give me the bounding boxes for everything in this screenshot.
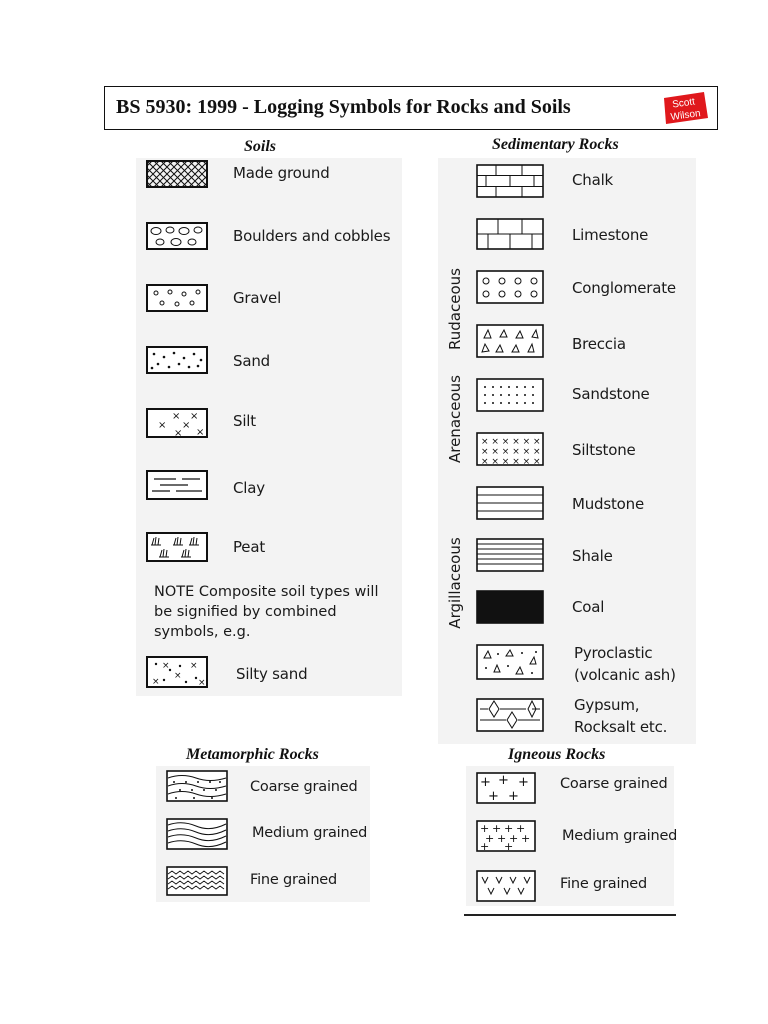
- soil-label-gravel: Gravel: [233, 289, 282, 307]
- silt-symbol: [146, 408, 208, 438]
- breccia-symbol: [476, 324, 544, 358]
- sed-label-breccia: Breccia: [572, 335, 626, 353]
- sed-label-sandstone: Sandstone: [572, 385, 650, 403]
- svg-text:+: +: [480, 840, 490, 852]
- svg-text:+: +: [492, 822, 502, 835]
- igneous-label-coarse: Coarse grained: [560, 776, 668, 792]
- scott-wilson-logo: [660, 90, 710, 126]
- sed-label-shale: Shale: [572, 547, 613, 565]
- svg-text:×: ×: [162, 661, 170, 671]
- svg-text:× × × × × ×: × × × × × ×: [481, 457, 541, 466]
- svg-text:× × × × × ×: × × × × × ×: [481, 447, 541, 457]
- metamorphic-heading: Metamorphic Rocks: [186, 746, 319, 763]
- meta-label-coarse: Coarse grained: [250, 779, 358, 795]
- svg-text:×: ×: [158, 420, 167, 431]
- svg-text:×: ×: [172, 411, 181, 422]
- soil-label-silty-sand: Silty sand: [236, 665, 308, 683]
- siltstone-symbol: [476, 432, 544, 466]
- sandstone-symbol: [476, 378, 544, 412]
- meta-medium-symbol: [166, 818, 228, 850]
- igneous-coarse-symbol: [476, 772, 536, 804]
- igneous-underline: [464, 914, 676, 916]
- svg-text:×: ×: [196, 427, 205, 438]
- sed-label-siltstone: Siltstone: [572, 441, 636, 459]
- svg-text:+: +: [516, 822, 526, 835]
- chalk-symbol: [476, 164, 544, 198]
- svg-text:+: +: [518, 775, 529, 790]
- mudstone-symbol: [476, 486, 544, 520]
- svg-text:×: ×: [190, 661, 198, 671]
- meta-coarse-symbol: [166, 770, 228, 802]
- group-label-arenaceous: Arenaceous: [446, 375, 464, 464]
- sed-label-gypsum: [574, 694, 667, 738]
- pyroclastic-symbol: [476, 644, 544, 680]
- note-line-3: symbols, e.g.: [154, 624, 251, 640]
- svg-text:×: ×: [198, 678, 206, 688]
- conglomerate-symbol: [476, 270, 544, 304]
- sed-label-chalk: Chalk: [572, 171, 614, 189]
- meta-fine-symbol: [166, 866, 228, 896]
- sedimentary-heading: Sedimentary Rocks: [492, 136, 619, 153]
- sand-symbol: [146, 346, 208, 374]
- sed-label-coal: Coal: [572, 598, 605, 616]
- svg-text:×: ×: [190, 411, 199, 422]
- limestone-symbol: [476, 218, 544, 250]
- clay-symbol: [146, 470, 208, 500]
- gypsum-symbol: [476, 698, 544, 732]
- shale-symbol: [476, 538, 544, 572]
- igneous-heading: Igneous Rocks: [508, 746, 606, 763]
- svg-text:×: ×: [174, 428, 183, 438]
- svg-text:+: +: [504, 822, 514, 835]
- pyroclastic-line-1: Pyroclastic: [574, 644, 653, 662]
- soils-heading: Soils: [244, 138, 277, 155]
- gravel-symbol: [146, 284, 208, 312]
- soil-label-clay: Clay: [233, 479, 265, 497]
- svg-text:+: +: [509, 832, 519, 845]
- svg-text:× × × × × ×: × × × × × ×: [481, 437, 541, 447]
- svg-text:+: +: [498, 773, 509, 788]
- igneous-label-medium: Medium grained: [562, 828, 678, 844]
- group-label-rudaceous: Rudaceous: [446, 268, 464, 350]
- gypsum-line-2: Rocksalt etc.: [574, 718, 668, 736]
- svg-text:+: +: [488, 789, 499, 804]
- svg-text:×: ×: [182, 420, 191, 431]
- igneous-label-fine: Fine grained: [560, 876, 648, 892]
- coal-symbol: [476, 590, 544, 624]
- meta-label-fine: Fine grained: [250, 872, 338, 888]
- silty-sand-symbol: [146, 656, 208, 688]
- logo-line2: Wilson: [670, 107, 702, 124]
- note-line-1: NOTE Composite soil types will: [154, 584, 379, 600]
- note-line-2: be signified by combined: [154, 604, 337, 620]
- svg-text:×: ×: [174, 671, 182, 681]
- pyroclastic-line-2: (volcanic ash): [574, 666, 676, 684]
- composite-soil-note: [154, 582, 378, 642]
- svg-text:+: +: [480, 822, 490, 835]
- group-label-argillaceous: Argillaceous: [446, 537, 464, 629]
- sed-label-limestone: Limestone: [572, 226, 649, 244]
- peat-symbol: [146, 532, 208, 562]
- igneous-fine-symbol: [476, 870, 536, 902]
- soil-label-silt: Silt: [233, 412, 256, 430]
- logo-line1: Scott: [671, 96, 696, 111]
- sed-label-conglomerate: Conglomerate: [572, 279, 676, 297]
- boulders-symbol: [146, 222, 208, 250]
- meta-label-medium: Medium grained: [252, 825, 368, 841]
- page-title: BS 5930: 1999 - Logging Symbols for Rocks and Soils: [116, 96, 571, 118]
- gypsum-line-1: Gypsum,: [574, 696, 640, 714]
- sed-label-mudstone: Mudstone: [572, 495, 644, 513]
- svg-text:+: +: [508, 789, 519, 804]
- made-ground-symbol: [146, 160, 208, 188]
- soil-label-made-ground: Made ground: [233, 164, 330, 182]
- sed-label-pyroclastic: [574, 642, 676, 686]
- svg-text:×: ×: [152, 677, 160, 687]
- svg-text:+: +: [480, 775, 491, 790]
- svg-text:+: +: [504, 840, 514, 852]
- soil-label-boulders: Boulders and cobbles: [233, 227, 391, 245]
- svg-text:+: +: [485, 832, 495, 845]
- soil-label-sand: Sand: [233, 352, 270, 370]
- soil-label-peat: Peat: [233, 538, 266, 556]
- igneous-medium-symbol: [476, 820, 536, 852]
- svg-text:+: +: [497, 832, 507, 845]
- svg-text:+: +: [521, 832, 531, 845]
